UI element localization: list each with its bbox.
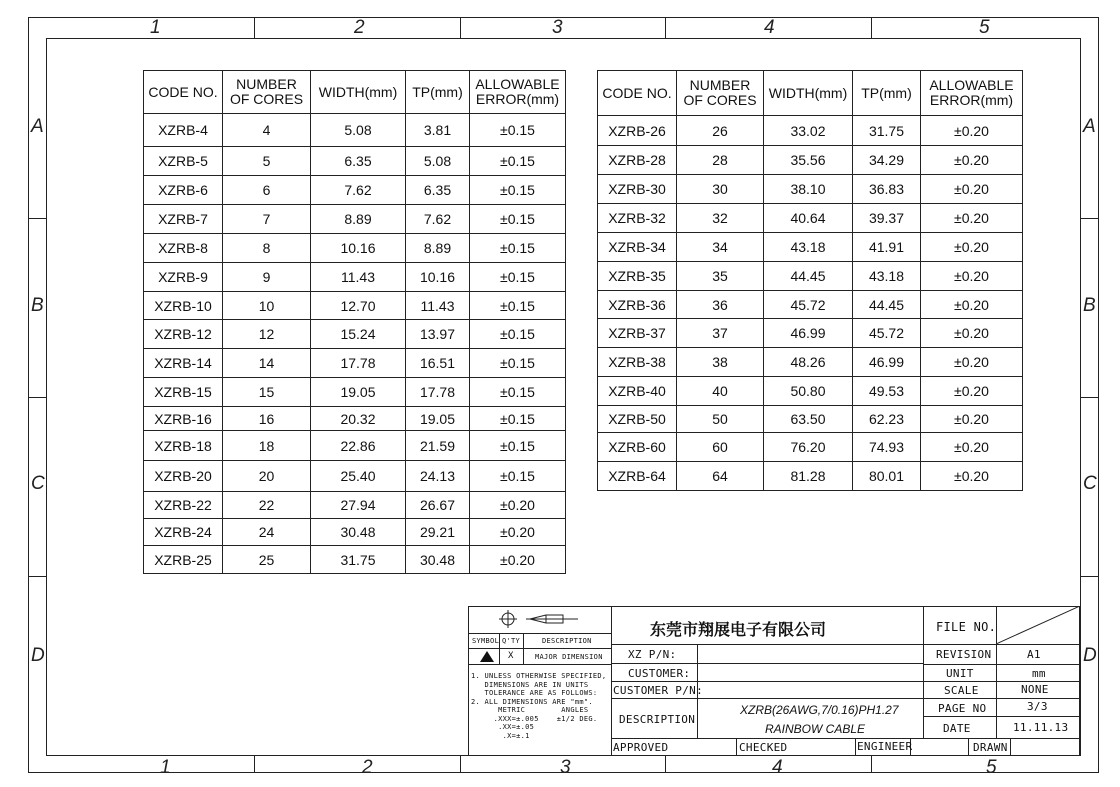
error-cell: ±0.20 <box>921 377 1023 406</box>
width-cell: 44.45 <box>764 262 853 291</box>
cores-cell: 36 <box>677 291 764 319</box>
header-error: ALLOWABLE ERROR(mm) <box>470 71 566 114</box>
zone-col-label: 4 <box>772 757 783 778</box>
table-row <box>144 320 566 349</box>
error-cell: ±0.20 <box>921 146 1023 175</box>
zone-col-label: 2 <box>354 17 365 38</box>
code-cell: XZRB-34 <box>598 233 677 262</box>
header-cores: NUMBER OF CORES <box>677 71 764 116</box>
zone-tick <box>665 17 666 38</box>
code-cell: XZRB-14 <box>144 349 223 378</box>
tp-cell: 26.67 <box>406 492 470 519</box>
code-cell: XZRB-24 <box>144 519 223 546</box>
code-cell: XZRB-35 <box>598 262 677 291</box>
error-cell: ±0.15 <box>470 292 566 320</box>
error-cell: ±0.20 <box>921 233 1023 262</box>
zone-row-label: B <box>31 295 44 316</box>
note-line: .XX=±.05 <box>471 723 535 731</box>
error-cell: ±0.20 <box>470 519 566 546</box>
width-cell: 45.72 <box>764 291 853 319</box>
table-row <box>598 146 1023 175</box>
cores-cell: 10 <box>223 292 311 320</box>
table-row <box>144 176 566 205</box>
error-cell: ±0.15 <box>470 176 566 205</box>
width-cell: 27.94 <box>311 492 406 519</box>
cores-cell: 38 <box>677 348 764 377</box>
tolerance-notes <box>471 672 611 740</box>
header-code: CODE NO. <box>144 71 223 114</box>
tp-cell: 31.75 <box>853 116 921 146</box>
tp-cell: 43.18 <box>853 262 921 291</box>
company-name: 东莞市翔展电子有限公司 <box>650 620 827 639</box>
header-error: ALLOWABLE ERROR(mm) <box>921 71 1023 116</box>
zone-tick <box>254 17 255 38</box>
error-cell: ±0.20 <box>921 319 1023 348</box>
table-row <box>144 292 566 320</box>
table-row <box>144 546 566 574</box>
major-dimension: MAJOR DIMENSION <box>535 653 603 661</box>
zone-row-label: C <box>31 473 45 494</box>
table-row <box>598 462 1023 491</box>
date-label: DATE <box>943 722 971 735</box>
table-row <box>598 204 1023 233</box>
code-cell: XZRB-25 <box>144 546 223 574</box>
tp-cell: 29.21 <box>406 519 470 546</box>
table-row <box>144 407 566 431</box>
tp-cell: 30.48 <box>406 546 470 574</box>
cores-cell: 32 <box>677 204 764 233</box>
code-cell: XZRB-28 <box>598 146 677 175</box>
table-row <box>144 263 566 292</box>
table-row <box>144 461 566 492</box>
triangle-symbol-icon <box>479 650 495 663</box>
engineer-label: ENGINEER <box>857 740 913 753</box>
cores-cell: 9 <box>223 263 311 292</box>
zone-col-label: 5 <box>979 17 990 38</box>
code-cell: XZRB-32 <box>598 204 677 233</box>
error-cell: ±0.20 <box>921 204 1023 233</box>
page-no-value: 3/3 <box>1027 700 1048 713</box>
zone-tick <box>1081 576 1099 577</box>
code-cell: XZRB-22 <box>144 492 223 519</box>
zone-col-label: 4 <box>764 17 775 38</box>
tp-cell: 62.23 <box>853 406 921 433</box>
tp-cell: 49.53 <box>853 377 921 406</box>
cores-cell: 35 <box>677 262 764 291</box>
tp-cell: 3.81 <box>406 114 470 147</box>
table-row <box>144 114 566 147</box>
width-cell: 38.10 <box>764 175 853 204</box>
cores-cell: 4 <box>223 114 311 147</box>
header-width: WIDTH(mm) <box>311 71 406 114</box>
note-line: .X=±.1 <box>471 731 530 740</box>
error-cell: ±0.15 <box>470 431 566 461</box>
width-cell: 19.05 <box>311 378 406 407</box>
zone-tick <box>1081 218 1099 219</box>
table-row <box>598 377 1023 406</box>
note-line: TOLERANCE ARE AS FOLLOWS: <box>471 689 598 697</box>
cores-cell: 37 <box>677 319 764 348</box>
code-cell: XZRB-37 <box>598 319 677 348</box>
tp-cell: 7.62 <box>406 205 470 234</box>
projection-symbol-icon <box>468 606 611 633</box>
code-cell: XZRB-12 <box>144 320 223 349</box>
zone-col-label: 1 <box>150 17 161 38</box>
code-cell: XZRB-20 <box>144 461 223 492</box>
code-cell: XZRB-36 <box>598 291 677 319</box>
width-cell: 22.86 <box>311 431 406 461</box>
header-code: CODE NO. <box>598 71 677 116</box>
tp-cell: 16.51 <box>406 349 470 378</box>
width-cell: 10.16 <box>311 234 406 263</box>
zone-tick <box>28 576 46 577</box>
tp-cell: 13.97 <box>406 320 470 349</box>
zone-col-label: 1 <box>160 757 171 778</box>
cores-cell: 25 <box>223 546 311 574</box>
cores-cell: 60 <box>677 433 764 462</box>
zone-tick <box>28 218 46 219</box>
error-cell: ±0.20 <box>470 546 566 574</box>
zone-tick <box>460 17 461 38</box>
width-cell: 11.43 <box>311 263 406 292</box>
width-cell: 76.20 <box>764 433 853 462</box>
cores-cell: 8 <box>223 234 311 263</box>
code-cell: XZRB-16 <box>144 407 223 431</box>
tp-cell: 74.93 <box>853 433 921 462</box>
width-cell: 6.35 <box>311 147 406 176</box>
table-row <box>598 348 1023 377</box>
table-row <box>598 233 1023 262</box>
zone-row-label: D <box>31 645 45 666</box>
cores-cell: 7 <box>223 205 311 234</box>
tp-cell: 80.01 <box>853 462 921 491</box>
width-cell: 40.64 <box>764 204 853 233</box>
date-value: 11.11.13 <box>1013 721 1069 734</box>
note-line: 1. UNLESS OTHERWISE SPECIFIED, <box>471 672 607 680</box>
symbol-header: SYMBOL <box>472 637 500 645</box>
cores-cell: 20 <box>223 461 311 492</box>
cores-cell: 40 <box>677 377 764 406</box>
description-label: DESCRIPTION <box>619 713 696 726</box>
width-cell: 63.50 <box>764 406 853 433</box>
zone-col-label: 3 <box>560 757 571 778</box>
cores-cell: 5 <box>223 147 311 176</box>
cores-cell: 26 <box>677 116 764 146</box>
zone-tick <box>28 397 46 398</box>
error-cell: ±0.15 <box>470 378 566 407</box>
code-cell: XZRB-8 <box>144 234 223 263</box>
qty-value: X <box>508 651 514 661</box>
tp-cell: 11.43 <box>406 292 470 320</box>
spec-table-left <box>143 70 566 574</box>
header-width: WIDTH(mm) <box>764 71 853 116</box>
scale-value: NONE <box>1021 683 1049 696</box>
customer-pn-label: CUSTOMER P/N: <box>613 684 703 697</box>
tp-cell: 41.91 <box>853 233 921 262</box>
table-row <box>144 205 566 234</box>
zone-tick <box>665 756 666 773</box>
table-row <box>144 378 566 407</box>
error-cell: ±0.15 <box>470 320 566 349</box>
note-line: .XXX=±.005 ±1/2 DEG. <box>471 714 598 723</box>
code-cell: XZRB-30 <box>598 175 677 204</box>
code-cell: XZRB-26 <box>598 116 677 146</box>
error-cell: ±0.20 <box>921 406 1023 433</box>
error-cell: ±0.15 <box>470 407 566 431</box>
error-cell: ±0.15 <box>470 205 566 234</box>
tp-cell: 8.89 <box>406 234 470 263</box>
tp-cell: 24.13 <box>406 461 470 492</box>
width-cell: 48.26 <box>764 348 853 377</box>
zone-row-label: D <box>1083 645 1097 666</box>
error-cell: ±0.15 <box>470 114 566 147</box>
code-cell: XZRB-9 <box>144 263 223 292</box>
zone-tick <box>871 17 872 38</box>
code-cell: XZRB-5 <box>144 147 223 176</box>
table-row <box>144 349 566 378</box>
table-row <box>598 433 1023 462</box>
spec-table-right <box>597 70 1023 491</box>
code-cell: XZRB-7 <box>144 205 223 234</box>
width-cell: 12.70 <box>311 292 406 320</box>
table-row <box>144 431 566 461</box>
error-cell: ±0.20 <box>921 348 1023 377</box>
zone-row-label: A <box>31 116 44 137</box>
drawn-label: DRAWN <box>973 741 1008 754</box>
code-cell: XZRB-6 <box>144 176 223 205</box>
zone-tick <box>254 756 255 773</box>
cores-cell: 28 <box>677 146 764 175</box>
tp-cell: 6.35 <box>406 176 470 205</box>
table-row <box>598 175 1023 204</box>
table-row <box>144 492 566 519</box>
zone-row-label: B <box>1083 295 1096 316</box>
table-row <box>598 291 1023 319</box>
tp-cell: 36.83 <box>853 175 921 204</box>
cores-cell: 24 <box>223 519 311 546</box>
cores-cell: 22 <box>223 492 311 519</box>
error-cell: ±0.15 <box>470 234 566 263</box>
code-cell: XZRB-50 <box>598 406 677 433</box>
error-cell: ±0.20 <box>470 492 566 519</box>
cores-cell: 16 <box>223 407 311 431</box>
width-cell: 15.24 <box>311 320 406 349</box>
code-cell: XZRB-60 <box>598 433 677 462</box>
width-cell: 33.02 <box>764 116 853 146</box>
code-cell: XZRB-4 <box>144 114 223 147</box>
code-cell: XZRB-40 <box>598 377 677 406</box>
zone-row-label: A <box>1083 116 1096 137</box>
code-cell: XZRB-10 <box>144 292 223 320</box>
file-no-diagonal <box>996 606 1080 644</box>
file-no-label: FILE NO. <box>936 620 997 634</box>
zone-row-label: C <box>1083 473 1097 494</box>
qty-header: Q'TY <box>502 637 521 645</box>
code-cell: XZRB-64 <box>598 462 677 491</box>
error-cell: ±0.15 <box>470 349 566 378</box>
zone-tick <box>460 756 461 773</box>
width-cell: 5.08 <box>311 114 406 147</box>
note-line: DIMENSIONS ARE IN UNITS <box>471 680 589 689</box>
error-cell: ±0.15 <box>470 461 566 492</box>
width-cell: 31.75 <box>311 546 406 574</box>
table-header-row <box>144 71 566 114</box>
cores-cell: 12 <box>223 320 311 349</box>
error-cell: ±0.20 <box>921 462 1023 491</box>
table-row <box>598 319 1023 348</box>
width-cell: 30.48 <box>311 519 406 546</box>
width-cell: 50.80 <box>764 377 853 406</box>
tp-cell: 44.45 <box>853 291 921 319</box>
tp-cell: 39.37 <box>853 204 921 233</box>
table-row <box>144 519 566 546</box>
width-cell: 25.40 <box>311 461 406 492</box>
zone-col-label: 5 <box>986 757 997 778</box>
cores-cell: 50 <box>677 406 764 433</box>
checked-label: CHECKED <box>739 741 788 754</box>
description-line1: XZRB(26AWG,7/0.16)PH1.27 <box>740 703 899 717</box>
tp-cell: 17.78 <box>406 378 470 407</box>
tp-cell: 21.59 <box>406 431 470 461</box>
note-line: METRIC ANGLES <box>471 706 589 714</box>
zone-tick <box>871 756 872 773</box>
code-cell: XZRB-18 <box>144 431 223 461</box>
approved-label: APPROVED <box>613 741 669 754</box>
table-row <box>598 406 1023 433</box>
header-cores: NUMBER OF CORES <box>223 71 311 114</box>
description-header: DESCRIPTION <box>542 637 592 645</box>
cores-cell: 18 <box>223 431 311 461</box>
tp-cell: 5.08 <box>406 147 470 176</box>
scale-label: SCALE <box>944 684 979 697</box>
tp-cell: 45.72 <box>853 319 921 348</box>
error-cell: ±0.20 <box>921 175 1023 204</box>
header-tp: TP(mm) <box>406 71 470 114</box>
note-line: 2. ALL DIMENSIONS ARE "mm". <box>471 697 593 706</box>
tp-cell: 46.99 <box>853 348 921 377</box>
cores-cell: 6 <box>223 176 311 205</box>
code-cell: XZRB-15 <box>144 378 223 407</box>
tp-cell: 10.16 <box>406 263 470 292</box>
tp-cell: 34.29 <box>853 146 921 175</box>
cores-cell: 64 <box>677 462 764 491</box>
width-cell: 20.32 <box>311 407 406 431</box>
error-cell: ±0.15 <box>470 263 566 292</box>
cores-cell: 30 <box>677 175 764 204</box>
cores-cell: 14 <box>223 349 311 378</box>
unit-label: UNIT <box>946 667 974 680</box>
unit-value: mm <box>1032 667 1046 680</box>
table-header-row <box>598 71 1023 116</box>
tp-cell: 19.05 <box>406 407 470 431</box>
revision-label: REVISION <box>936 648 992 661</box>
error-cell: ±0.20 <box>921 262 1023 291</box>
zone-col-label: 3 <box>552 17 563 38</box>
width-cell: 8.89 <box>311 205 406 234</box>
width-cell: 7.62 <box>311 176 406 205</box>
code-cell: XZRB-38 <box>598 348 677 377</box>
revision-value: A1 <box>1027 648 1041 661</box>
customer-label: CUSTOMER: <box>628 667 691 680</box>
error-cell: ±0.20 <box>921 433 1023 462</box>
header-tp: TP(mm) <box>853 71 921 116</box>
width-cell: 17.78 <box>311 349 406 378</box>
table-row <box>598 262 1023 291</box>
width-cell: 81.28 <box>764 462 853 491</box>
table-row <box>144 234 566 263</box>
zone-col-label: 2 <box>362 757 373 778</box>
cores-cell: 15 <box>223 378 311 407</box>
zone-tick <box>1081 397 1099 398</box>
width-cell: 43.18 <box>764 233 853 262</box>
cores-cell: 34 <box>677 233 764 262</box>
error-cell: ±0.20 <box>921 291 1023 319</box>
error-cell: ±0.20 <box>921 116 1023 146</box>
width-cell: 46.99 <box>764 319 853 348</box>
description-line2: RAINBOW CABLE <box>765 722 866 736</box>
xz-pn-label: XZ P/N: <box>628 648 677 661</box>
table-row <box>144 147 566 176</box>
table-row <box>598 116 1023 146</box>
width-cell: 35.56 <box>764 146 853 175</box>
error-cell: ±0.15 <box>470 147 566 176</box>
page-no-label: PAGE NO <box>938 702 987 715</box>
